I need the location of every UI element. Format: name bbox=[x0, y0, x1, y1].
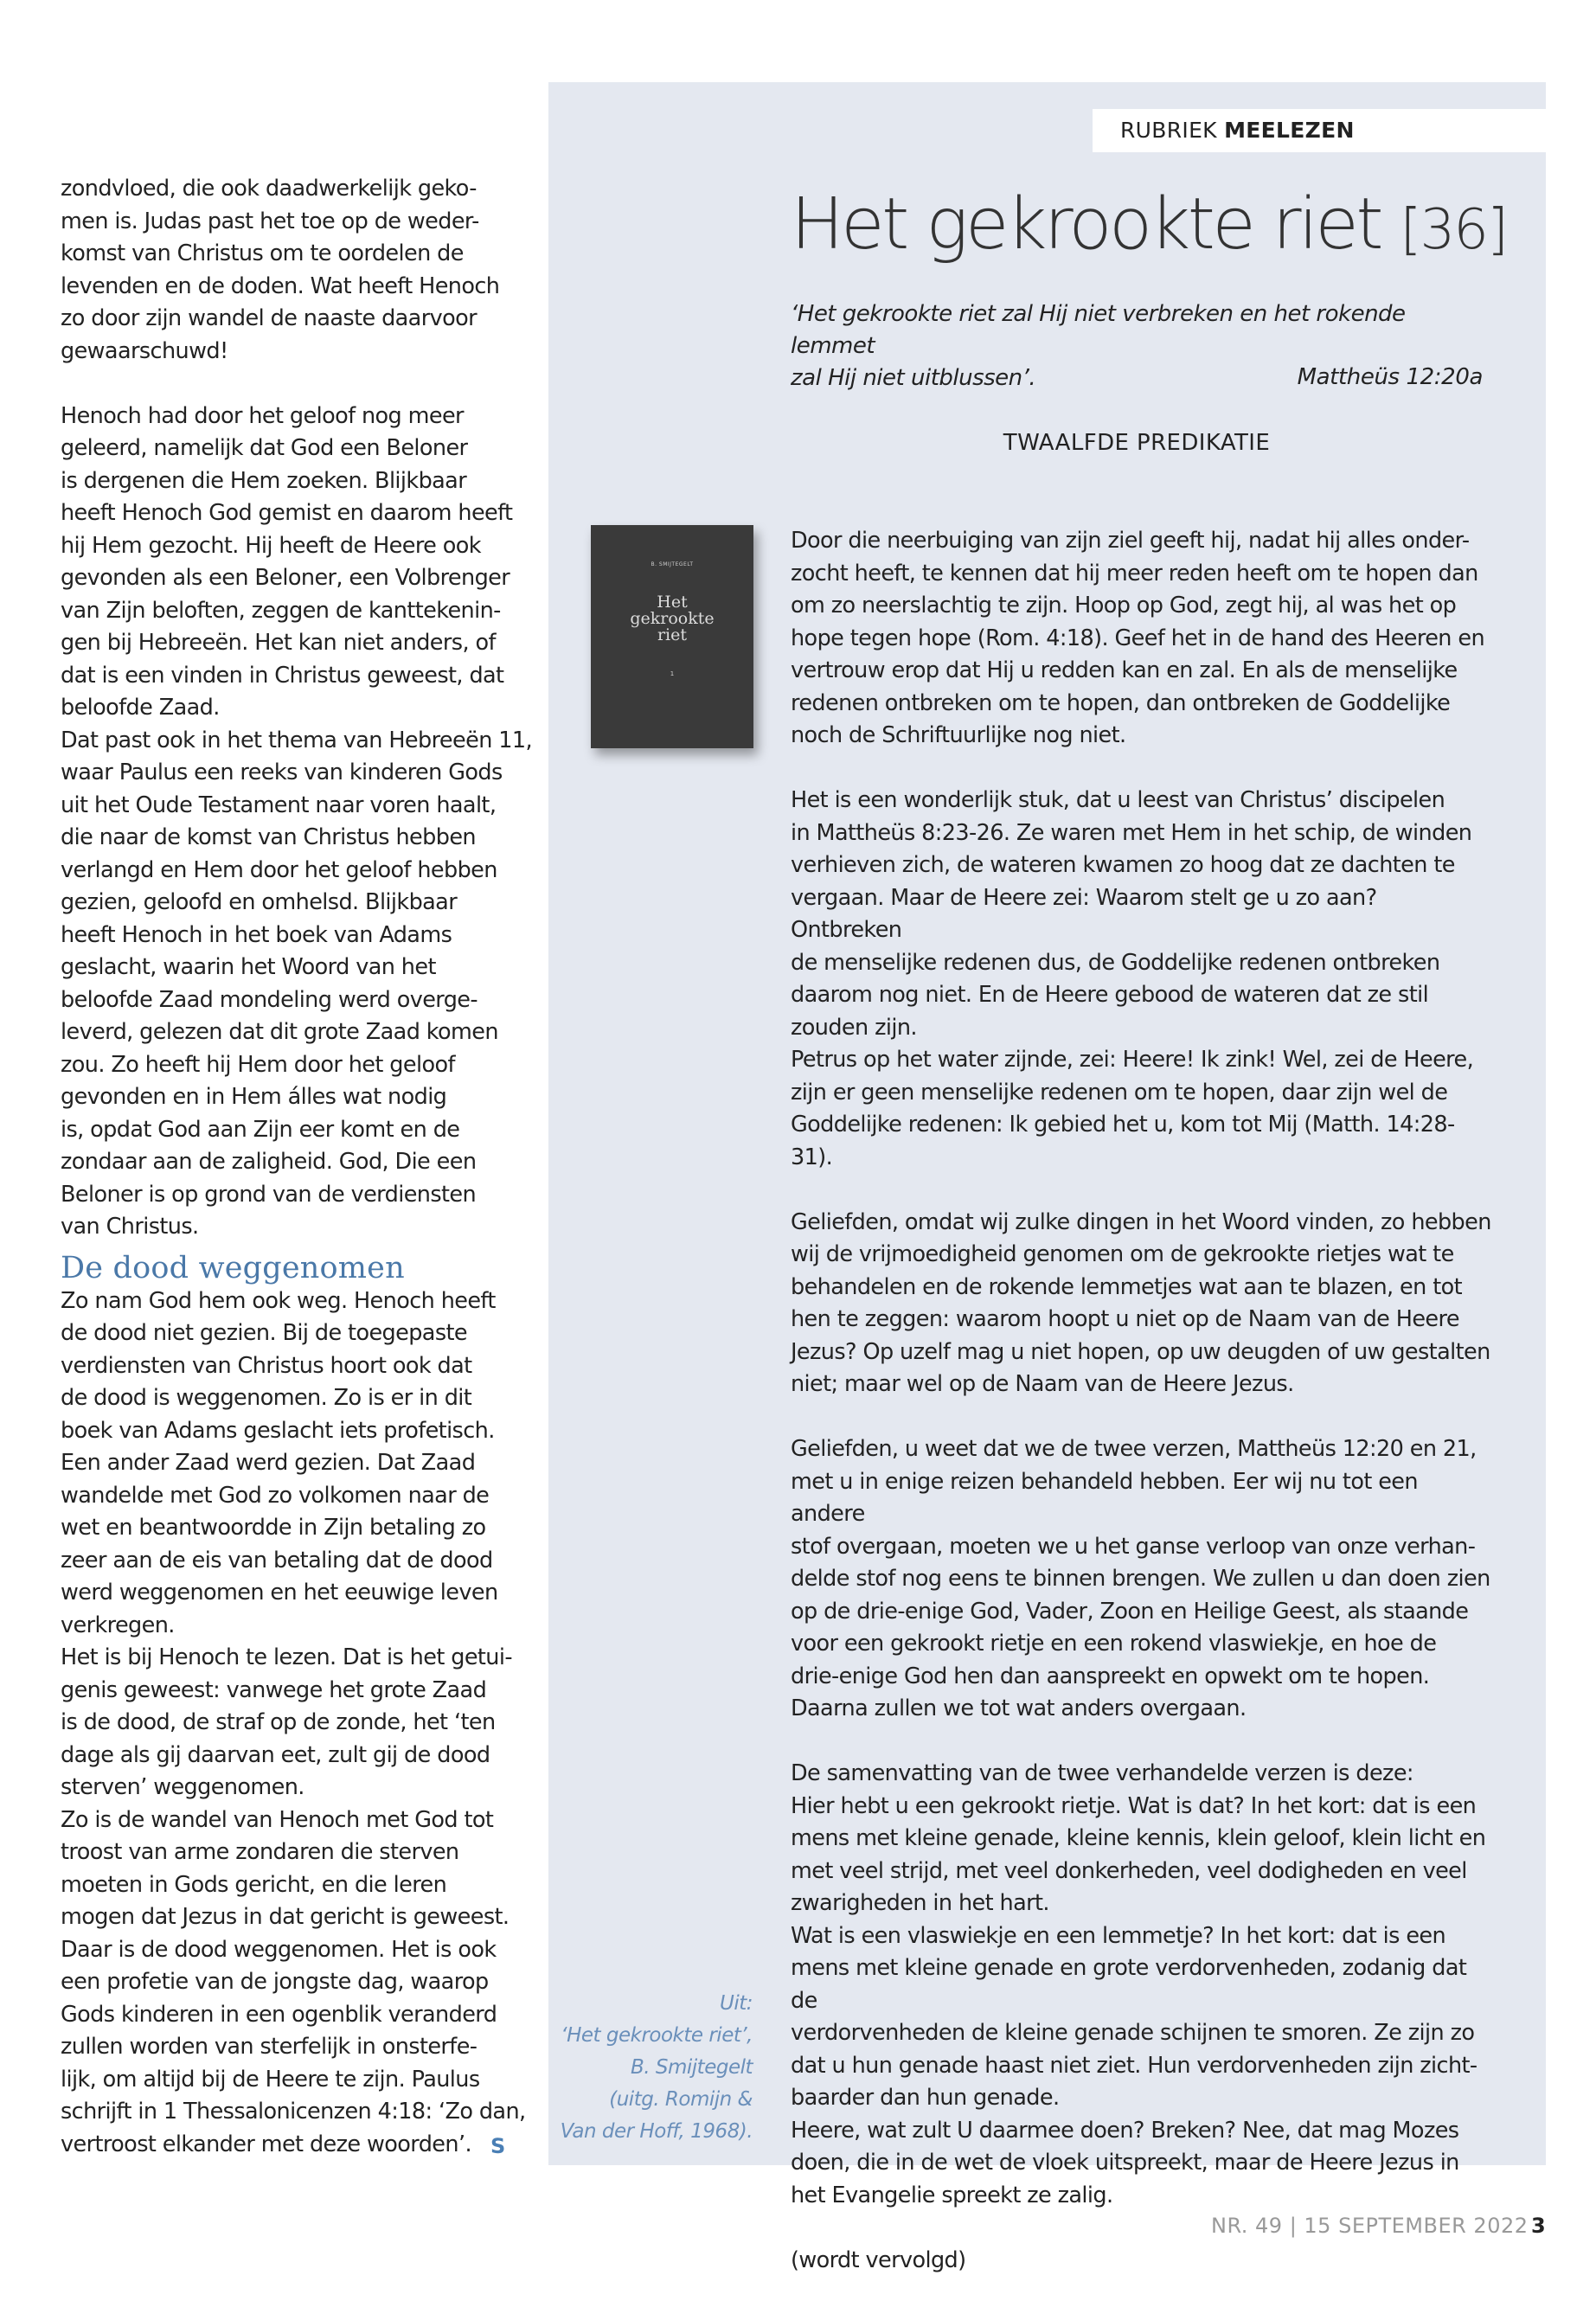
left-paragraph-2: Henoch had door het geloof nog meer geleerd, namelijk dat God een Beloner is dergenen die Hem zoeken. Blijkbaar heeft Henoch God gemist en daarom heeft hij Hem gezocht. Hij heeft de Heere ook gevonden als een Beloner, een Volbrenger van Zijn beloften, zeggen de kanttekenin- gen bij Hebreeën. Het kan niet anders, of dat is een vinden in Christus geweest, dat beloofde Zaad. bbox=[61, 402, 513, 721]
image-caption: Uit: ‘Het gekrookte riet’, B. Smijtegelt (uitg. Romijn & Van der Hoff, 1968). bbox=[560, 1992, 753, 2143]
epigraph-quote: ‘Het gekrookte riet zal Hij niet verbreken en het rokende lemmet zal Hij niet uitblussen’. bbox=[791, 301, 1406, 391]
right-paragraph-1: Door die neerbuiging van zijn ziel geeft hij, nadat hij alles onder- zocht heeft, te kennen dat hij meer reden heeft om te hopen dan om zo neerslachtig te zijn. Hoop op God, zegt hij, al was het op hope tegen hope (Rom. 4:18). Geef het in de hand des Heeren en vertrouw erop dat Hij u redden kan en zal. En als de menselijke redenen ontbreken om te hopen, dan ontbreken de Goddelijke noch de Schriftuurlijke nog niet. bbox=[791, 528, 1485, 748]
end-mark-icon: S bbox=[490, 2133, 505, 2158]
book-author: B. SMIJTEGELT bbox=[651, 561, 694, 567]
right-paragraph-2: Het is een wonderlijk stuk, dat u leest van Christus’ discipelen in Mattheüs 8:23-26. Ze waren met Hem in het schip, de winden verhieven zich, de wateren kwamen zo hoog dat ze dachten te vergaan. Maar de Heere zei: Waarom stelt ge u zo aan? Ontbreken de menselijke redenen dus, de Goddelijke redenen ontbreken daarom nog niet. En de Heere gebood de wateren dat ze stil zouden zijn. bbox=[791, 787, 1472, 1041]
right-column bbox=[791, 525, 1491, 2277]
right-paragraph-6: De samenvatting van de twee verhandelde verzen is deze: Hier hebt u een gekrookt rietje. Wat is dat? In het kort: dat is een mens met kleine genade, kleine kennis, klein geloof, klein licht en met veel strijd, met veel donkerheden, veel dodigheden en veel zwarigheden in het hart. bbox=[791, 1760, 1486, 1916]
right-paragraph-8: Heere, wat zult U daarmee doen? Breken? Nee, dat mag Mozes doen, die in de wet de vloek uitspreekt, maar de Heere Jezus in het Evangelie spreekt ze zalig. bbox=[791, 2117, 1459, 2208]
right-paragraph-4: Geliefden, omdat wij zulke dingen in het Woord vinden, zo hebben wij de vrijmoedigheid genomen om de gekrookte rietjes wat te behandelen en de rokende lemmetjes wat aan te blazen, en tot hen te zeggen: waarom hoopt u niet op de Naam van de Heere Jezus? Op uzelf mag u niet hopen, op uw deugden of uw gestalten niet; maar wel op de Naam van de Heere Jezus. bbox=[791, 1208, 1491, 1397]
to-be-continued: (wordt vervolgd) bbox=[791, 2247, 966, 2273]
sermon-heading: TWAALFDE PREDIKATIE bbox=[1003, 430, 1271, 456]
left-column bbox=[61, 173, 532, 2163]
book-cover-image bbox=[591, 525, 753, 748]
rubric-label: RUBRIEK MEELEZEN bbox=[1093, 109, 1546, 152]
book-title: Het gekrookte riet bbox=[630, 593, 715, 644]
section-heading: De dood weggenomen bbox=[61, 1250, 405, 1285]
left-paragraph-5: Het is bij Henoch te lezen. Dat is het getui- genis geweest: vanwege het grote Zaad is de dood, de straf op de zonde, het ‘ten dage als gij daarvan eet, zult gij de dood sterven’ weggenomen. bbox=[61, 1644, 512, 1800]
left-paragraph-6: Zo is de wandel van Henoch met God tot troost van arme zondaren die sterven moeten in Gods gericht, en die leren mogen dat Jezus in dat gericht is geweest. Daar is de dood weggenomen. Het is ook een profetie van de jongste dag, waarop Gods kinderen in een ogenblik veranderd zullen worden van sterfelijk in onsterfe- lijk, om altijd bij de Heere te zijn. Paulus schrijft in 1 Thessalonicenzen 4:18: ‘Zo dan, vertroost elkander met deze woorden’. S bbox=[61, 1804, 532, 2163]
issue-footer: NR. 49 | 15 SEPTEMBER 2022 bbox=[1211, 2214, 1529, 2238]
epigraph-reference: Mattheüs 12:20a bbox=[1297, 364, 1483, 390]
left-paragraph-3: Dat past ook in het thema van Hebreeën 11, waar Paulus een reeks van kinderen Gods uit het Oude Testament naar voren haalt, die naar de komst van Christus hebben verlangd en Hem door het geloof hebben gezien, geloofd en omhelsd. Blijkbaar heeft Henoch in het boek van Adams geslacht, waarin het Woord van het beloofde Zaad mondeling werd overge- leverd, gelezen dat dit grote Zaad komen zou. Zo heeft hij Hem door het geloof gevonden en in Hem álles wat nodig is, opdat God aan Zijn eer komt en de zondaar aan de zaligheid. God, Die een Beloner is op grond van de verdiensten van Christus. bbox=[61, 727, 533, 1240]
page-number: 3 bbox=[1531, 2214, 1546, 2238]
right-paragraph-5: Geliefden, u weet dat we de twee verzen, Mattheüs 12:20 en 21, met u in enige reizen behandeld hebben. Eer wij nu tot een andere stof overgaan, moeten we u het ganse verloop van onze verhan- delde stof nog eens te binnen brengen. We zullen u dan doen zien op de drie-enige God, Vader, Zoon en Heilige Geest, als staande voor een gekrookt rietje en een rokend vlaswiekje, en hoe de drie-enige God hen dan aanspreekt en opwekt om te hopen. Daarna zullen we tot wat anders overgaan. bbox=[791, 1436, 1490, 1721]
right-paragraph-3: Petrus op het water zijnde, zei: Heere! Ik zink! Wel, zei de Heere, zijn er geen menselijke redenen om te hopen, daar zijn wel de Goddelijke redenen: Ik gebied het u, kom tot Mij (Matth. 14:28-31). bbox=[791, 1047, 1474, 1170]
right-paragraph-7: Wat is een vlaswiekje en een lemmetje? In het kort: dat is een mens met kleine genade en grote verdorvenheden, zodanig dat de verdorvenheden de kleine genade schijnen te smoren. Ze zijn zo dat u hun genade haast niet ziet. Hun verdorvenheden zijn zicht- baarder dan hun genade. bbox=[791, 1922, 1477, 2111]
left-paragraph-4: Zo nam God hem ook weg. Henoch heeft de dood niet gezien. Bij de toegepaste verdiensten van Christus hoort ook dat de dood is weggenomen. Zo is er in dit boek van Adams geslacht iets profetisch. Een ander Zaad werd gezien. Dat Zaad wandelde met God zo volkomen naar de wet en beantwoordde in Zijn betaling zo zeer aan de eis van betaling dat de dood werd weggenomen en het eeuwige leven verkregen. bbox=[61, 1287, 498, 1638]
article-title: Het gekrookte riet [36] bbox=[791, 183, 1507, 266]
book-volume: 1 bbox=[670, 670, 675, 677]
left-paragraph-1: zondvloed, die ook daadwerkelijk geko- men is. Judas past het toe op de weder- komst van Christus om te oordelen de levenden en de doden. Wat heeft Henoch zo door zijn wandel de naaste daarvoor gewaarschuwd! bbox=[61, 176, 500, 364]
